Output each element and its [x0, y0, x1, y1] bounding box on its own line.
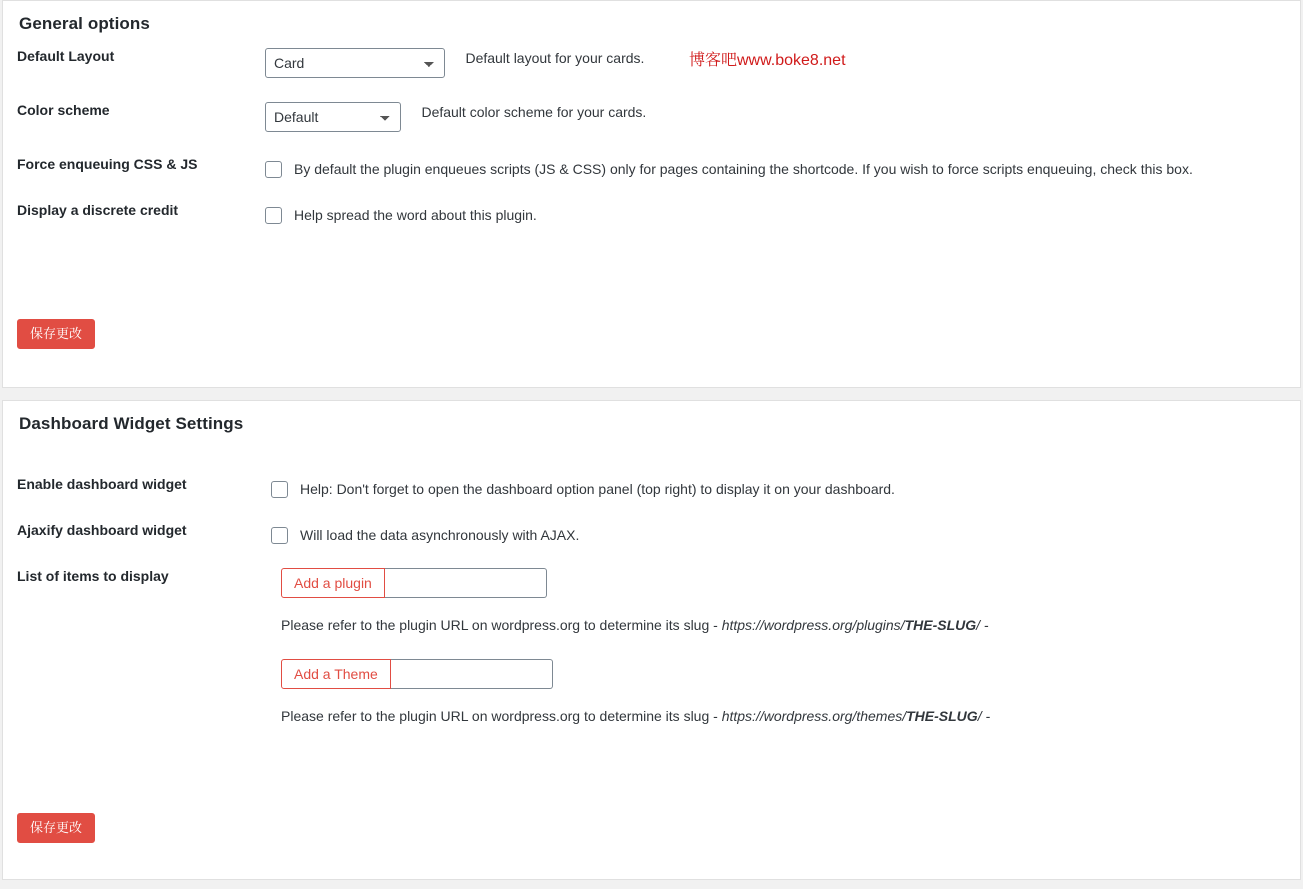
- plugin-slug-hint-prefix: Please refer to the plugin URL on wordpress.org to determine its slug -: [281, 617, 722, 633]
- dashboard-widget-panel: [2, 400, 1301, 880]
- theme-slug-hint-url-start: https://wordpress.org/themes/: [721, 708, 907, 724]
- general-options-title: General options: [19, 14, 150, 33]
- watermark-text: 博客吧www.boke8.net: [689, 52, 846, 69]
- theme-slug-hint-slug: THE-SLUG: [906, 708, 978, 724]
- default-layout-select[interactable]: [265, 48, 445, 78]
- row-discrete-credit: [17, 202, 1286, 224]
- color-scheme-description: Default color scheme for your cards.: [421, 104, 647, 120]
- row-ajaxify-widget: [17, 522, 1286, 544]
- plugin-slug-hint-slug: THE-SLUG: [904, 617, 977, 633]
- add-theme-button[interactable]: Add a Theme: [281, 659, 391, 689]
- plugin-slug-hint: [281, 617, 1286, 633]
- enable-widget-checkbox[interactable]: [271, 481, 288, 498]
- discrete-credit-checkbox[interactable]: [265, 207, 282, 224]
- default-layout-label: Default Layout: [17, 48, 115, 64]
- ajaxify-widget-description: Will load the data asynchronously with AJAX.: [300, 527, 580, 543]
- enable-widget-description: Help: Don't forget to open the dashboard option panel (top right) to display it on your dashboard.: [300, 481, 895, 497]
- plugin-slug-hint-url-end: / -: [976, 617, 989, 633]
- discrete-credit-description: Help spread the word about this plugin.: [294, 207, 537, 223]
- ajaxify-widget-label: Ajaxify dashboard widget: [17, 522, 187, 538]
- row-force-enqueue: [17, 156, 1286, 178]
- add-plugin-button[interactable]: Add a plugin: [281, 568, 385, 598]
- color-scheme-label: Color scheme: [17, 102, 110, 118]
- row-items-list: [17, 568, 1286, 724]
- discrete-credit-label: Display a discrete credit: [17, 202, 179, 218]
- row-enable-widget: [17, 476, 1286, 498]
- plugin-slug-input[interactable]: [385, 568, 547, 598]
- force-enqueue-label: Force enqueuing CSS & JS: [17, 156, 198, 172]
- theme-slug-hint-url-end: / -: [977, 708, 991, 724]
- general-options-form: [17, 48, 1286, 224]
- save-changes-dashboard-button[interactable]: 保存更改: [17, 813, 95, 843]
- general-options-panel: [2, 0, 1301, 388]
- save-changes-general-button[interactable]: 保存更改: [17, 319, 95, 349]
- force-enqueue-checkbox[interactable]: [265, 161, 282, 178]
- add-plugin-group: [281, 568, 1286, 598]
- plugin-slug-hint-url-start: https://wordpress.org/plugins/: [721, 617, 905, 633]
- dashboard-widget-title: Dashboard Widget Settings: [19, 414, 244, 433]
- add-theme-group: [281, 659, 1286, 689]
- color-scheme-select[interactable]: [265, 102, 401, 132]
- ajaxify-widget-checkbox[interactable]: [271, 527, 288, 544]
- row-color-scheme: [17, 102, 1286, 132]
- theme-slug-hint: [281, 708, 1286, 724]
- enable-widget-label: Enable dashboard widget: [17, 476, 187, 492]
- force-enqueue-description: By default the plugin enqueues scripts (JS & CSS) only for pages containing the shortcode. If you wish to force scripts enqueuing, check this box.: [294, 161, 1193, 177]
- dashboard-widget-form: [17, 476, 1286, 724]
- theme-slug-input[interactable]: [391, 659, 553, 689]
- items-list-label: List of items to display: [17, 568, 169, 584]
- row-default-layout: [17, 48, 1286, 78]
- default-layout-description: Default layout for your cards.: [465, 50, 645, 66]
- theme-slug-hint-prefix: Please refer to the plugin URL on wordpress.org to determine its slug -: [281, 708, 722, 724]
